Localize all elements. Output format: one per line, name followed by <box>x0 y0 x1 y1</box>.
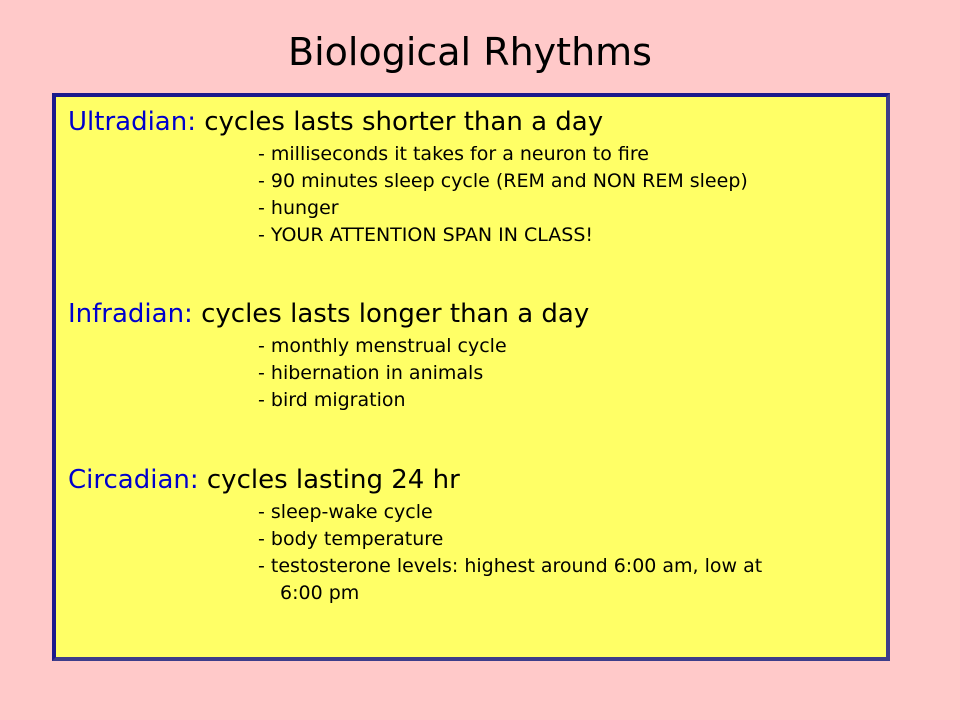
term-label: Circadian: <box>68 465 199 495</box>
content-box <box>52 93 890 661</box>
list-item: - monthly menstrual cycle <box>258 335 507 357</box>
list-item: - milliseconds it takes for a neuron to fire <box>258 143 649 165</box>
section-infradian <box>68 297 589 414</box>
list-item: - hunger <box>258 197 339 219</box>
page-title: Biological Rhythms <box>288 30 652 74</box>
list-item: - sleep-wake cycle <box>258 501 433 523</box>
item-list <box>258 333 589 414</box>
list-item: - bird migration <box>258 389 406 411</box>
item-list <box>258 141 748 249</box>
list-item: - 90 minutes sleep cycle (REM and NON REM sleep) <box>258 170 748 192</box>
term-label: Ultradian: <box>68 107 196 137</box>
list-item: - hibernation in animals <box>258 362 484 384</box>
section-circadian <box>68 463 762 607</box>
term-label: Infradian: <box>68 299 193 329</box>
term-definition: cycles lasts longer than a day <box>201 299 590 329</box>
term-definition: cycles lasting 24 hr <box>206 465 460 495</box>
section-ultradian <box>68 105 748 249</box>
list-item: - testosterone levels: highest around 6:00 am, low at <box>258 555 763 577</box>
list-item-continuation: 6:00 pm <box>280 582 360 604</box>
section-heading <box>68 463 762 497</box>
term-definition: cycles lasts shorter than a day <box>204 107 604 137</box>
list-item: - YOUR ATTENTION SPAN IN CLASS! <box>258 224 594 246</box>
list-item: - body temperature <box>258 528 444 550</box>
item-list <box>258 499 762 607</box>
section-heading <box>68 105 748 139</box>
section-heading <box>68 297 589 331</box>
